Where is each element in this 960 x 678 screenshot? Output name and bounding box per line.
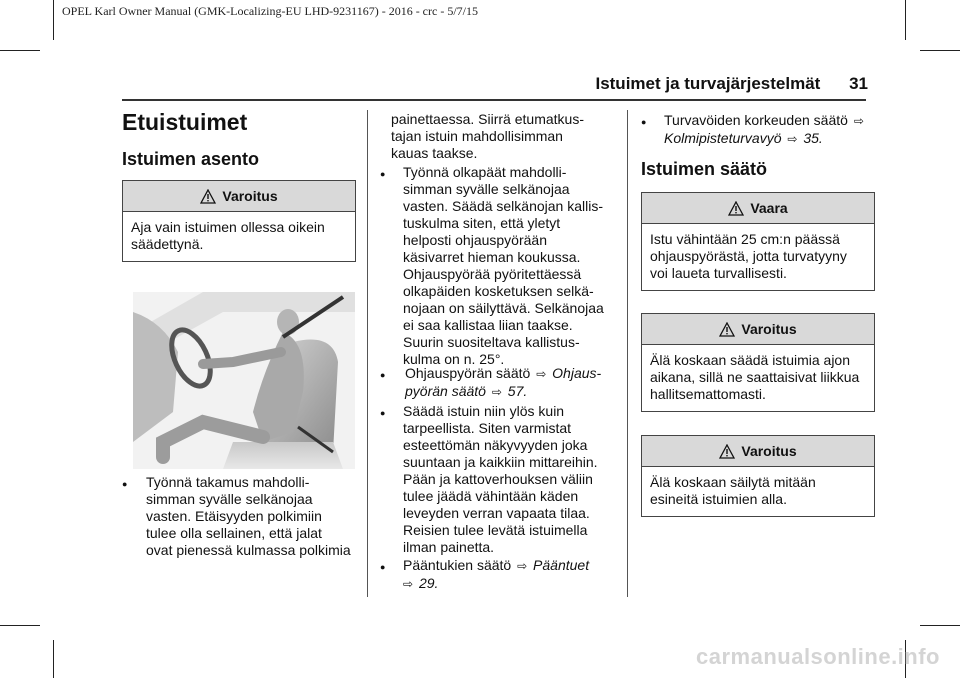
text-line: käsivarret hieman koukussa. (403, 249, 581, 265)
warning-label: Varoitus (222, 188, 278, 204)
warning-text: Aja vain istuimen ollessa oikein säädettynä. (131, 219, 325, 252)
warning-header (642, 314, 874, 345)
warning-icon (200, 189, 216, 204)
text-line: helposti ohjauspyörään (403, 232, 547, 248)
text-line: kauas taakse. (391, 145, 478, 161)
text-line: voi laueta turvallisesti. (650, 265, 787, 281)
text-line (403, 557, 618, 575)
reference-arrow-icon: ⇨ (517, 559, 528, 573)
bullet-marker: ● (380, 370, 386, 380)
text-line: suuntaan ja kaikkiin mittareihin. (403, 454, 598, 470)
bullet-marker: ● (380, 169, 386, 179)
crop-mark (0, 50, 40, 51)
page-reference[interactable]: 35. (803, 130, 823, 146)
page-reference[interactable]: 29. (418, 575, 439, 591)
crop-mark (905, 0, 906, 40)
text-line: vasten. Etäisyyden polkimiin (146, 508, 322, 524)
text-line: tulee olla sellainen, että jalat (146, 525, 322, 541)
danger-label: Vaara (750, 200, 788, 216)
warning-box (122, 180, 356, 262)
text-line: painettaessa. Siirrä etumatkus- (391, 111, 584, 127)
text-line: vasten. Säädä selkänojan kallis- (403, 198, 604, 214)
warning-text (642, 467, 874, 516)
column-divider (627, 110, 628, 597)
text-line: tuskulma siten, että yletyt (403, 215, 561, 231)
warning-icon (719, 444, 735, 459)
warning-box (641, 435, 875, 517)
text-line: Pään ja kattoverhouksen väliin (403, 471, 593, 487)
crop-mark (0, 625, 40, 626)
text-line (664, 130, 879, 148)
warning-label: Varoitus (741, 321, 797, 337)
text-line: simman syvälle selkänojaa (146, 491, 313, 507)
section-heading: Istuimen asento (122, 149, 260, 169)
text-line (405, 383, 620, 401)
text-line: ei saa kallistaa liian taakse. (403, 317, 573, 333)
text-line: Älä koskaan säädä istuimia ajon (650, 352, 851, 368)
cross-reference-link[interactable]: Kolmipisteturvavyö (664, 130, 782, 146)
text-line: esteettömän näkyvyyden joka (403, 437, 588, 453)
text-line: Työnnä olkapäät mahdolli- (403, 164, 567, 180)
text-line: nojaan on säilyttävä. Selkänojaa (403, 300, 604, 316)
text-line: ohjauspyörästä, jotta turvatyyny (650, 248, 847, 264)
text-line: tarpeellista. Siten varmistat (403, 420, 572, 436)
crop-mark (53, 0, 54, 40)
cross-reference-link[interactable]: Pääntuet (533, 557, 590, 573)
section-heading: Istuimen säätö (641, 159, 768, 179)
bullet-marker: ● (380, 562, 386, 572)
text-line: simman syvälle selkänojaa (403, 181, 570, 197)
warning-header (642, 436, 874, 467)
reference-arrow-icon: ⇨ (491, 385, 502, 399)
cross-reference-link[interactable]: pyörän säätö (405, 383, 486, 399)
bullet-marker: ● (122, 479, 128, 489)
text-line: leveyden verran vapaata tilaa. (403, 505, 590, 521)
reference-arrow-icon: ⇨ (853, 114, 864, 128)
text-line: Säädä istuin niin ylös kuin (403, 403, 565, 419)
item-text: Turvavöiden korkeuden säätö (664, 112, 848, 128)
document-meta: OPEL Karl Owner Manual (GMK-Localizing-EU LHD-9231167) - 2016 - crc - 5/7/15 (62, 4, 478, 18)
danger-header (642, 193, 874, 224)
text-line (664, 112, 879, 130)
list-item (403, 164, 618, 368)
section-title: Istuimet ja turvajärjestelmät (595, 74, 821, 93)
text-line (403, 575, 618, 593)
reference-arrow-icon: ⇨ (536, 367, 547, 381)
warning-label: Varoitus (741, 443, 797, 459)
text-line: tulee jäädä vähintään käden (403, 488, 579, 504)
reference-arrow-icon: ⇨ (403, 577, 414, 591)
warning-icon (728, 201, 744, 216)
page-heading: Etuistuimet (122, 109, 248, 135)
crop-mark (920, 625, 960, 626)
text-line: kulma on n. 25°. (403, 351, 505, 367)
header-rule (122, 99, 866, 101)
warning-box (641, 313, 875, 412)
bullet-marker: ● (380, 408, 386, 418)
list-item (664, 112, 879, 148)
cross-reference-link[interactable]: Ohjaus- (552, 365, 602, 381)
paragraph (391, 111, 616, 162)
warning-text (642, 345, 874, 411)
column-divider (367, 110, 368, 597)
warning-header (123, 181, 355, 212)
item-text: Ohjauspyörän säätö (405, 365, 531, 381)
text-line: Älä koskaan säilytä mitään (650, 474, 816, 490)
crop-mark (53, 640, 54, 678)
list-item (403, 403, 618, 556)
text-line: esineitä istuimien alla. (650, 491, 787, 507)
danger-box (641, 192, 875, 291)
text-line: aikana, sillä ne saattaisivat liikkua (650, 369, 860, 385)
list-item (146, 474, 361, 559)
page-number: 31 (849, 74, 868, 93)
page-reference[interactable]: 57. (507, 383, 528, 399)
crop-mark (920, 50, 960, 51)
danger-text (642, 224, 874, 290)
seat-position-illustration (133, 292, 355, 469)
running-header (595, 74, 868, 94)
text-line: Suurin suositeltava kallistus- (403, 334, 580, 350)
bullet-marker: ● (641, 117, 647, 127)
warning-icon (719, 322, 735, 337)
text-line: Ohjauspyörää pyöritettäessä (403, 266, 582, 282)
text-line: Istu vähintään 25 cm:n päässä (650, 231, 840, 247)
watermark: carmanualsonline.info (696, 644, 940, 669)
list-item (405, 365, 620, 401)
text-line: tajan istuin mahdollisimman (391, 128, 563, 144)
text-line (405, 365, 620, 383)
text-line: Työnnä takamus mahdolli- (146, 474, 310, 490)
item-text: Pääntukien säätö (403, 557, 512, 573)
text-line: Reisien tulee levätä istuimella (403, 522, 588, 538)
text-line: hallitsemattomasti. (650, 386, 766, 402)
text-line: olkapäiden kosketuksen selkä- (403, 283, 594, 299)
list-item (403, 557, 618, 593)
text-line: ovat pienessä kulmassa polkimia (146, 542, 351, 558)
reference-arrow-icon: ⇨ (787, 132, 798, 146)
text-line: ilman painetta. (403, 539, 495, 555)
